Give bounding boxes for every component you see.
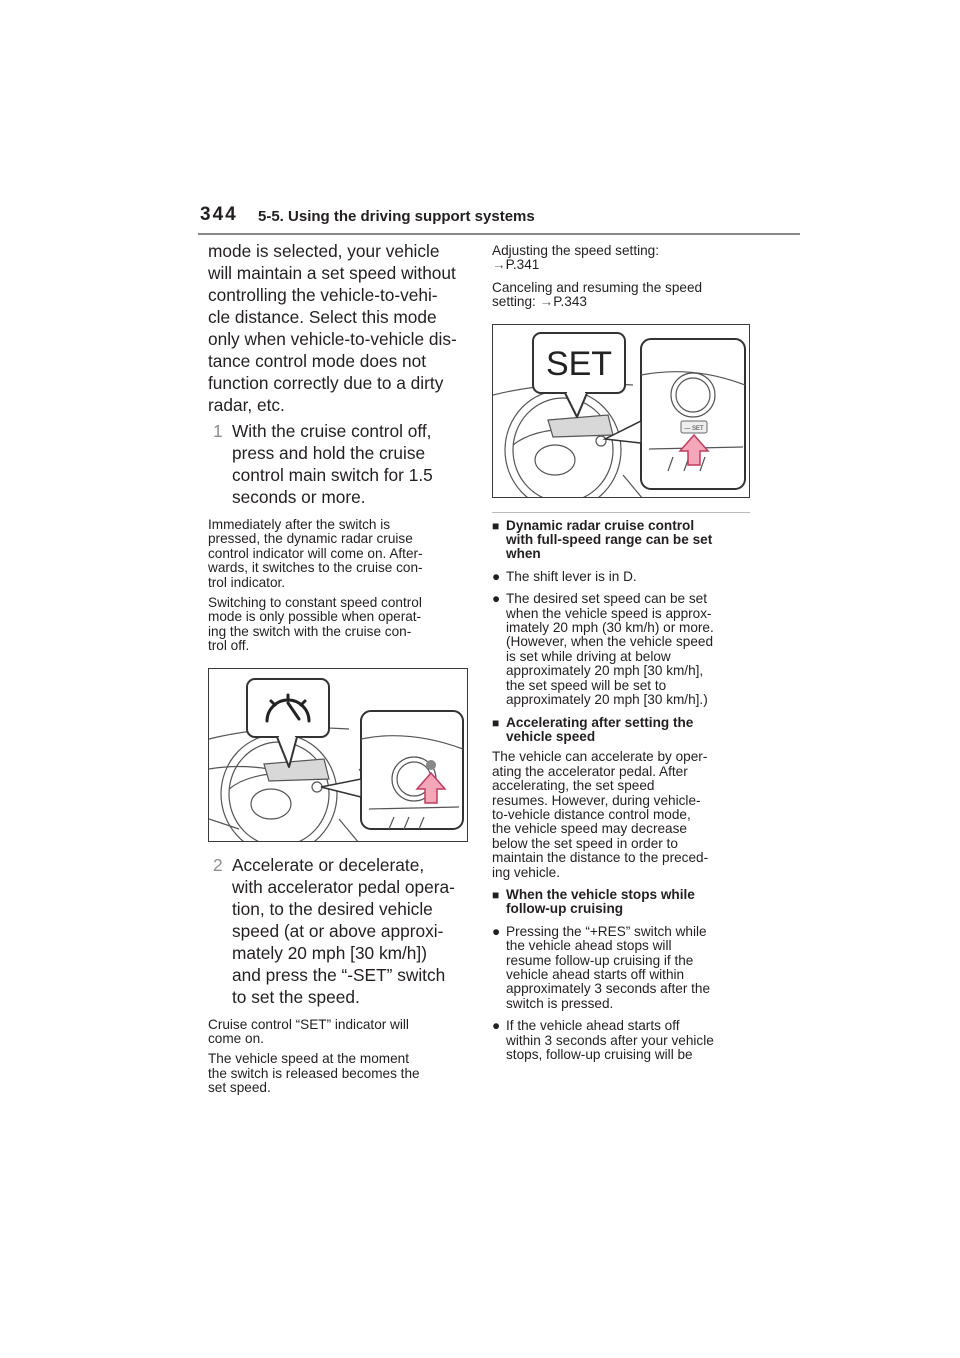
list-item <box>492 1019 750 1062</box>
note-paragraph <box>208 1018 470 1047</box>
text-line: ing vehicle. <box>492 864 561 880</box>
set-label: SET <box>545 344 613 383</box>
body-paragraph <box>492 750 750 880</box>
square-bullet-icon: ■ <box>492 518 500 533</box>
text-line: function correctly due to a dirty <box>208 373 444 393</box>
steering-wheel-illustration <box>493 325 750 498</box>
text-line: accelerating, the set speed <box>492 778 655 794</box>
page-link[interactable]: P.343 <box>553 294 587 310</box>
text-line: speed (at or above approxi- <box>232 920 444 941</box>
text-line: approximately 20 mph [30 km/h].) <box>506 692 708 708</box>
text-line: with full-speed range can be set <box>506 532 713 548</box>
subsection-heading <box>492 716 750 745</box>
text-line: Dynamic radar cruise control <box>506 517 695 533</box>
arrow-right-icon: → <box>492 257 506 273</box>
text-line: mode is only possible when operat- <box>208 609 422 625</box>
text-line: ating the accelerator pedal. After <box>492 763 688 779</box>
text-line: Immediately after the switch is <box>208 517 391 532</box>
square-bullet-icon: ■ <box>492 887 500 902</box>
text-line: when the vehicle speed is approx- <box>506 605 712 621</box>
text-line: resumes. However, during vehicle- <box>492 792 701 808</box>
text-line: setting: <box>492 294 536 310</box>
circle-bullet-icon: ● <box>492 591 501 607</box>
step-number: 2 <box>213 854 223 875</box>
note-paragraph <box>208 1052 470 1095</box>
right-column <box>492 244 750 1062</box>
cruise-main-switch-icon <box>426 760 436 770</box>
page-link[interactable]: P.341 <box>505 257 540 273</box>
text-line: come on. <box>208 1031 264 1047</box>
text-line: is set while driving at below <box>506 648 671 664</box>
text-line: within 3 seconds after your vehicle <box>506 1032 714 1048</box>
text-line: ing the switch with the cruise con- <box>208 623 412 639</box>
text-line: vehicle ahead starts off within <box>506 967 685 982</box>
steering-wheel-illustration <box>209 669 468 842</box>
text-line: and press the “-SET” switch <box>232 964 446 985</box>
step-1 <box>208 420 470 508</box>
text-line: the switch is released becomes the <box>208 1065 420 1081</box>
section-divider <box>492 512 750 513</box>
text-line: radar, etc. <box>208 395 285 415</box>
text-line: tance control mode does not <box>208 351 427 371</box>
text-line: trol indicator. <box>208 574 286 590</box>
circle-bullet-icon: ● <box>492 923 501 939</box>
text-line: below the set speed in order to <box>492 835 678 851</box>
text-line: controlling the vehicle-to-vehi- <box>208 285 438 305</box>
subsection-heading <box>492 888 750 917</box>
cruise-main-switch-illustration <box>208 668 468 842</box>
text-line: pressed, the dynamic radar cruise <box>208 531 413 547</box>
text-line: the vehicle ahead stops will <box>506 938 672 954</box>
step-2 <box>208 854 470 1008</box>
subsection-heading <box>492 519 750 562</box>
text-line: with accelerator pedal opera- <box>232 876 455 897</box>
section-title: 5-5. Using the driving support systems <box>258 208 535 225</box>
text-line: If the vehicle ahead starts off <box>506 1018 680 1034</box>
text-line: cle distance. Select this mode <box>208 307 437 327</box>
circle-bullet-icon: ● <box>492 1018 501 1034</box>
text-line: to set the speed. <box>232 986 360 1007</box>
text-line: the vehicle speed may decrease <box>492 821 687 837</box>
text-line: when <box>506 546 541 562</box>
text-line: stops, follow-up cruising will be <box>506 1047 693 1063</box>
list-item <box>492 570 750 584</box>
text-line: trol off. <box>208 638 250 654</box>
text-line: tion, to the desired vehicle <box>232 898 433 919</box>
text-line: (However, when the vehicle speed <box>506 634 714 650</box>
page-number: 344 <box>200 204 238 225</box>
text-line: control main switch for 1.5 <box>232 465 433 485</box>
note-paragraph <box>208 518 470 590</box>
text-line: The shift lever is in D. <box>506 568 637 584</box>
circle-bullet-icon: ● <box>492 568 501 584</box>
text-line: resume follow-up cruising if the <box>506 952 694 968</box>
text-line: Switching to constant speed control <box>208 595 422 611</box>
list-item <box>492 592 750 707</box>
text-line: With the cruise control off, <box>232 421 432 441</box>
text-line: Pressing the “+RES” switch while <box>506 923 707 939</box>
text-line: imately 20 mph (30 km/h) or more. <box>506 620 714 636</box>
text-line: set speed. <box>208 1080 271 1096</box>
cross-reference <box>492 281 750 310</box>
text-line: seconds or more. <box>232 487 366 507</box>
text-line: The desired set speed can be set <box>506 591 708 607</box>
text-line: vehicle speed <box>506 728 596 744</box>
text-line: Cruise control “SET” indicator will <box>208 1016 409 1032</box>
cross-reference <box>492 244 750 273</box>
text-line: only when vehicle-to-vehicle dis- <box>208 329 457 349</box>
note-paragraph <box>208 596 470 654</box>
step-number: 1 <box>213 421 223 441</box>
text-line: Accelerate or decelerate, <box>232 854 425 875</box>
arrow-right-icon: → <box>539 294 554 310</box>
text-line: the set speed will be set to <box>506 677 667 693</box>
text-line: approximately 3 seconds after the <box>506 981 711 997</box>
header-rule <box>198 233 800 235</box>
list-item <box>492 925 750 1011</box>
text-line: The vehicle can accelerate by oper- <box>492 749 708 765</box>
set-switch-illustration <box>492 324 750 498</box>
text-line: switch is pressed. <box>506 995 614 1011</box>
text-line: follow-up cruising <box>506 901 624 917</box>
text-line: approximately 20 mph [30 km/h], <box>506 663 704 679</box>
text-line: mode is selected, your vehicle <box>208 241 440 261</box>
text-line: Canceling and resuming the speed <box>492 279 703 295</box>
text-line: The vehicle speed at the moment <box>208 1051 409 1067</box>
text-line: wards, it switches to the cruise con- <box>208 560 423 576</box>
text-line: control indicator will come on. After- <box>208 545 423 561</box>
text-line: Adjusting the speed setting: <box>492 243 660 258</box>
set-switch-label: — SET <box>684 425 704 432</box>
left-column <box>208 240 470 1096</box>
intro-paragraph <box>208 240 470 416</box>
text-line: When the vehicle stops while <box>506 886 695 902</box>
text-line: maintain the distance to the preced- <box>492 850 709 866</box>
square-bullet-icon: ■ <box>492 715 500 730</box>
text-line: press and hold the cruise <box>232 443 426 463</box>
text-line: to-vehicle distance control mode, <box>492 806 691 822</box>
text-line: Accelerating after setting the <box>506 714 694 730</box>
text-line: will maintain a set speed without <box>208 263 456 283</box>
text-line: mately 20 mph [30 km/h]) <box>232 942 427 963</box>
